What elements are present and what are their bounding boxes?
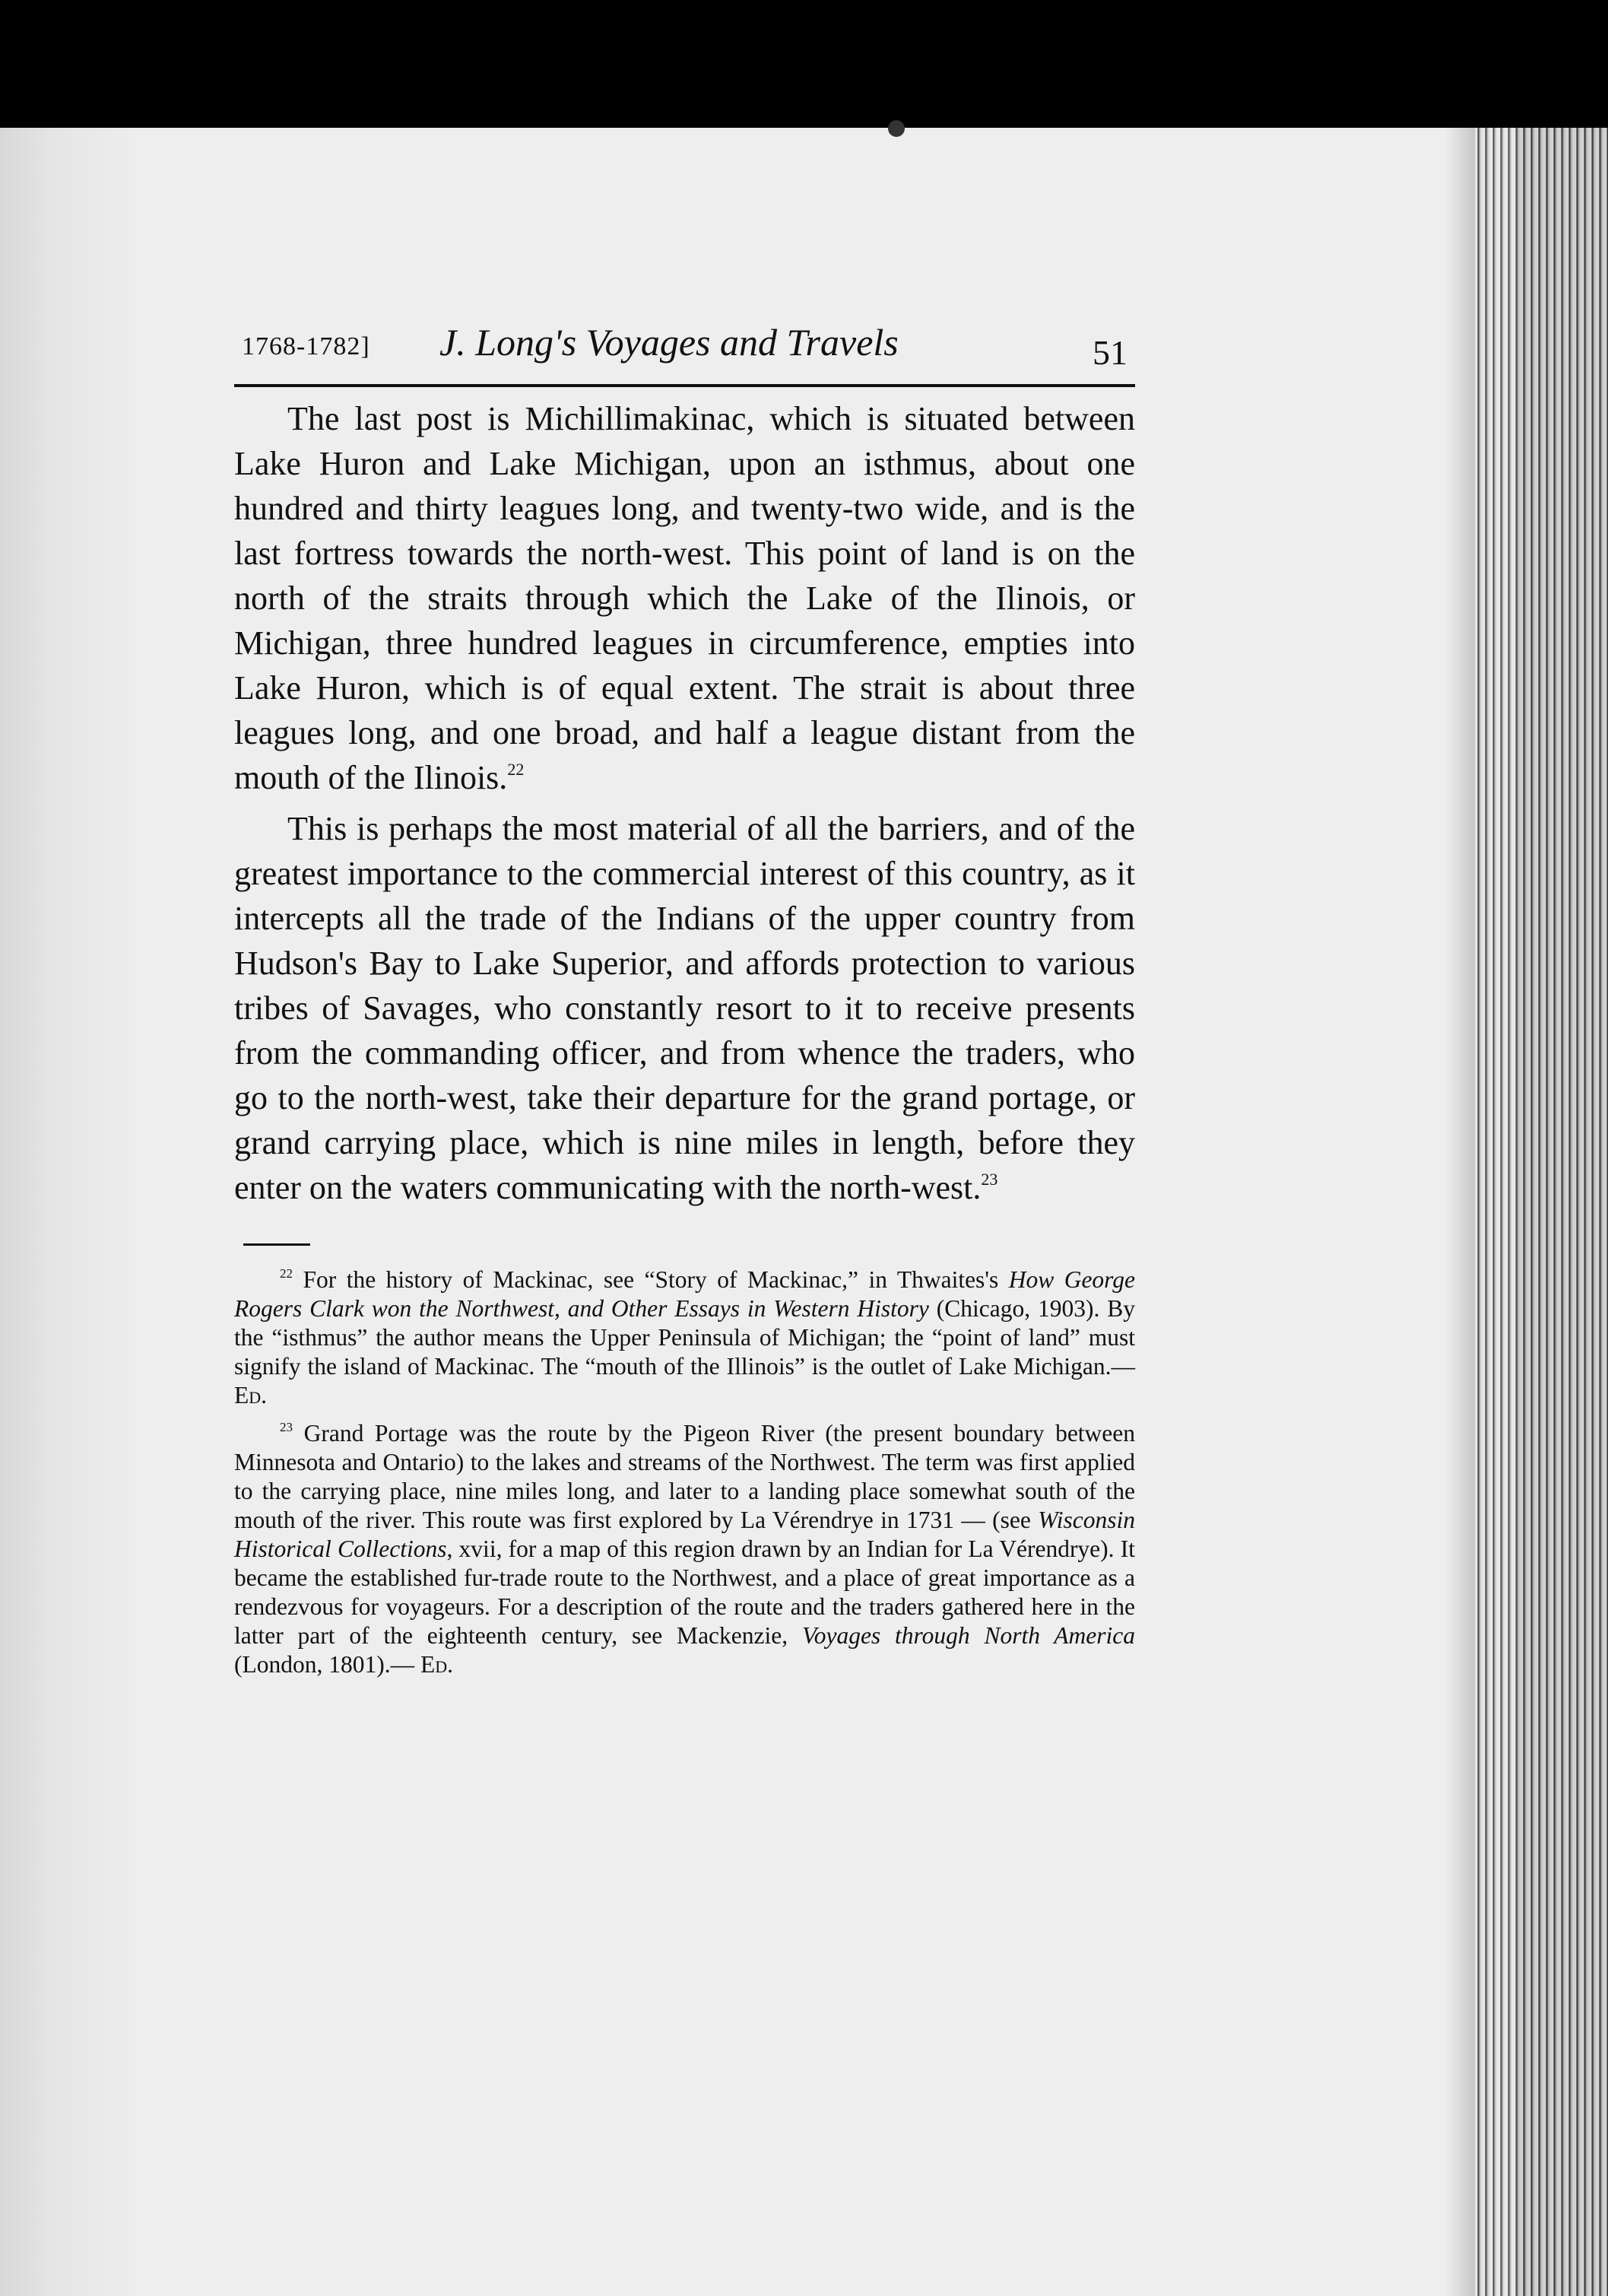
body-text [234, 396, 1135, 1210]
footnote-rule [243, 1243, 310, 1246]
paragraph-text: The last post is Michillimakinac, which is situated between Lake Huron and Lake Michigan, upon an isthmus, about one hundred and thirty leagues long, and twenty-two wide, and is the last fortress towards the north-west. This point of land is on the north of the straits through which the Lake of the Ilinois, or Michigan, three hundred leagues in circumference, empties into Lake Huron, which is of equal extent. The strait is about three leagues long, and one broad, and half a league distant from the mouth of the Ilinois. [234, 400, 1135, 796]
footnote [234, 1265, 1135, 1410]
editor-mark: Ed. [234, 1382, 268, 1408]
footnote-text: , xvii, for a map of this region drawn by an Indian for La Vérendrye). It became the established fur-trade route to the Northwest, and a place of great importance as a rendezvous for voyageurs. For a description of the route and the traders gathered here in the latter part of the eighteenth century, see Mackenzie, [234, 1535, 1135, 1649]
page-text-block [234, 316, 1135, 1679]
paragraph [234, 806, 1135, 1210]
page-fore-edge [1475, 128, 1608, 2296]
footnote-italic-title: How George Rogers Clark won the Northwest, and Other Essays in Western History [234, 1266, 1135, 1322]
footnote-italic-title: Voyages through North America [801, 1622, 1135, 1649]
footnote-ref: 23 [981, 1170, 998, 1189]
footnote-ref: 22 [507, 760, 525, 779]
scan-spot [888, 120, 905, 137]
footnote-text: (London, 1801).— [234, 1651, 420, 1678]
page-gutter-shading [0, 128, 144, 2296]
paragraph [234, 396, 1135, 800]
paragraph-text: This is perhaps the most material of all the barriers, and of the greatest importance to the commercial interest of this country, as it intercepts all the trade of the Indians of the upper country from Hudson's Bay to Lake Superior, and affords protection to various tribes of Savages, who constantly resort to it to receive presents from the commanding officer, and from whence the traders, who go to the north-west, take their departure for the grand portage, or grand carrying place, which is nine miles in length, before they enter on the waters communicating with the north-west. [234, 810, 1135, 1206]
footnote-text: For the history of Mackinac, see “Story of Mackinac,” in Thwaites's [303, 1266, 1009, 1293]
footnotes [234, 1265, 1135, 1679]
footnote-mark: 23 [280, 1420, 293, 1434]
footnote-text: Grand Portage was the route by the Pigeon River (the present boundary between Minnesota and Ontario) to the lakes and streams of the Northwest. The term was first applied to the carrying place, nine miles long, and later to a landing place somewhat south of the mouth of the river. This route was first explored by La Vérendrye in 1731 — (see [234, 1420, 1136, 1533]
footnote-mark: 22 [280, 1266, 293, 1281]
footnote-text: (Chicago, 1903). By the “isthmus” the author means the Upper Peninsula of Michigan; the “point of land” must signify the island of Mackinac. The “mouth of the Illinois” is the outlet of Lake Michigan.— [234, 1295, 1136, 1380]
running-head [234, 316, 1135, 387]
footnote [234, 1419, 1135, 1679]
page-number: 51 [1093, 333, 1128, 372]
editor-mark: Ed. [420, 1651, 453, 1678]
running-head-title: J. Long's Voyages and Travels [439, 321, 899, 364]
running-head-years: 1768-1782] [242, 332, 370, 360]
footnote-italic-title: Wisconsin Historical Collections [234, 1507, 1135, 1562]
